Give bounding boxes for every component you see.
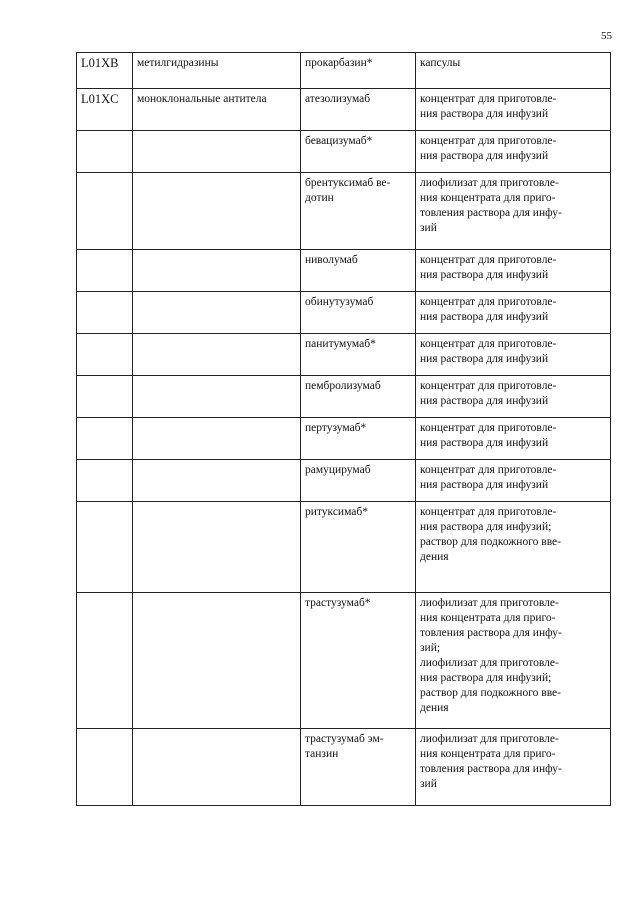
dosage-form: концентрат для приготовле- ния раствора для инфузий (416, 334, 611, 376)
drug-name: обинутузумаб (301, 292, 416, 334)
table-row (77, 292, 611, 334)
dosage-form: лиофилизат для приготовле- ния концентрата для приго- товления раствора для инфу- зий (416, 173, 611, 250)
atc-code (77, 729, 133, 806)
page-number: 55 (601, 30, 612, 42)
drug-name: пембролизумаб (301, 376, 416, 418)
dosage-form: лиофилизат для приготовле- ния концентрата для приго- товления раствора для инфу- зий (416, 729, 611, 806)
atc-code (77, 418, 133, 460)
table-row (77, 173, 611, 250)
group-name: метилгидразины (133, 53, 301, 89)
drug-name: бевацизумаб* (301, 131, 416, 173)
atc-code (77, 502, 133, 593)
drug-name: брентуксимаб ве- дотин (301, 173, 416, 250)
atc-code (77, 593, 133, 729)
group-name (133, 173, 301, 250)
drug-name: ниволумаб (301, 250, 416, 292)
table-row (77, 729, 611, 806)
dosage-form: концентрат для приготовле- ния раствора для инфузий (416, 460, 611, 502)
table-row (77, 131, 611, 173)
drug-name: прокарбазин* (301, 53, 416, 89)
table-row (77, 334, 611, 376)
dosage-form: концентрат для приготовле- ния раствора для инфузий (416, 89, 611, 131)
dosage-form: концентрат для приготовле- ния раствора для инфузий (416, 292, 611, 334)
dosage-form: капсулы (416, 53, 611, 89)
table-row (77, 460, 611, 502)
atc-code (77, 250, 133, 292)
table-row (77, 376, 611, 418)
atc-code (77, 173, 133, 250)
dosage-form: концентрат для приготовле- ния раствора для инфузий (416, 131, 611, 173)
table-row (77, 502, 611, 593)
table-row (77, 53, 611, 89)
dosage-form: концентрат для приготовле- ния раствора для инфузий (416, 250, 611, 292)
group-name (133, 418, 301, 460)
group-name (133, 502, 301, 593)
group-name (133, 593, 301, 729)
atc-code: L01XC (77, 89, 133, 131)
atc-code (77, 460, 133, 502)
atc-code (77, 292, 133, 334)
dosage-form: концентрат для приготовле- ния раствора для инфузий; раствор для подкожного вве- дения (416, 502, 611, 593)
atc-code (77, 376, 133, 418)
group-name (133, 334, 301, 376)
dosage-form: концентрат для приготовле- ния раствора для инфузий (416, 376, 611, 418)
table-row (77, 418, 611, 460)
atc-code (77, 131, 133, 173)
table-row (77, 593, 611, 729)
group-name (133, 376, 301, 418)
drug-name: трастузумаб эм- танзин (301, 729, 416, 806)
drug-table (76, 52, 611, 806)
drug-name: ритуксимаб* (301, 502, 416, 593)
group-name (133, 460, 301, 502)
atc-code: L01XB (77, 53, 133, 89)
group-name (133, 250, 301, 292)
table-row (77, 250, 611, 292)
dosage-form: лиофилизат для приготовле- ния концентрата для приго- товления раствора для инфу- зий; лиофилизат для приготовле- ния раствора для инфузий; раствор для подкожного вве- дения (416, 593, 611, 729)
drug-name: пертузумаб* (301, 418, 416, 460)
drug-name: трастузумаб* (301, 593, 416, 729)
group-name: моноклональные антитела (133, 89, 301, 131)
table-row (77, 89, 611, 131)
drug-name: рамуцирумаб (301, 460, 416, 502)
group-name (133, 131, 301, 173)
dosage-form: концентрат для приготовле- ния раствора для инфузий (416, 418, 611, 460)
group-name (133, 292, 301, 334)
atc-code (77, 334, 133, 376)
group-name (133, 729, 301, 806)
drug-name: панитумумаб* (301, 334, 416, 376)
drug-name: атезолизумаб (301, 89, 416, 131)
